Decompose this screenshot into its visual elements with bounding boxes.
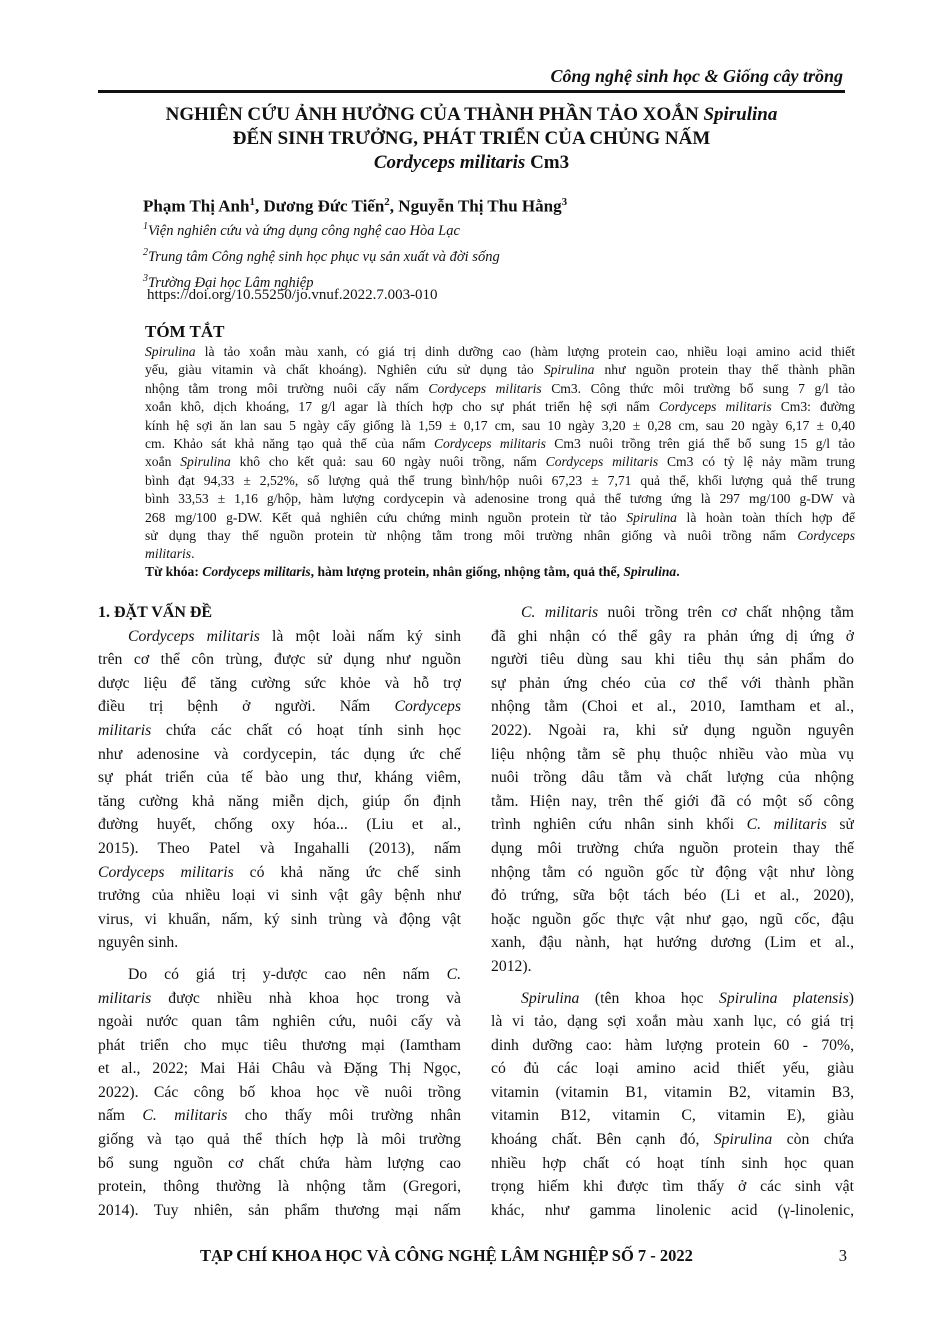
abstract-line xyxy=(145,527,855,545)
author-affiliation-mark: 1 xyxy=(249,196,255,208)
abstract-body xyxy=(145,343,855,564)
abstract-line xyxy=(145,361,855,379)
body-text: virus, vi khuẩn, nấm, ký sinh trùng và động vật xyxy=(98,910,461,928)
article-title xyxy=(98,103,845,175)
affiliation-mark: 1 xyxy=(143,221,148,232)
title-line-1: NGHIÊN CỨU ẢNH HƯỞNG CỦA THÀNH PHẦN TẢO XOẮN xyxy=(165,104,704,125)
title-strain: Cm3 xyxy=(525,152,570,173)
author-separator: , xyxy=(389,196,399,216)
affiliation-text: Trung tâm Công nghệ sinh học phục vụ sản xuất và đời sống xyxy=(148,248,500,265)
body-line xyxy=(98,1104,461,1128)
abstract-line xyxy=(145,545,855,563)
body-line xyxy=(491,1175,854,1199)
body-line xyxy=(491,1128,854,1152)
body-italic: C. militaris xyxy=(142,1107,228,1125)
abstract-text: nhộng tằm trong môi trường nuôi cấy nấm xyxy=(145,380,429,396)
body-text: được nhiều nhà khoa học trong và xyxy=(151,989,461,1007)
body-line xyxy=(491,987,854,1011)
body-line xyxy=(491,813,854,837)
body-text: nấm xyxy=(98,1107,143,1125)
body-line xyxy=(98,625,461,649)
body-text: chứa các chất có hoạt tính sinh học xyxy=(151,721,461,739)
body-text: trọng hiếm khi được tìm thấy ở các sinh vật xyxy=(491,1178,854,1196)
abstract-line xyxy=(145,417,855,435)
body-line xyxy=(491,1057,854,1081)
body-italic: Cordyceps xyxy=(394,698,461,716)
body-line xyxy=(98,1199,461,1223)
body-text: nuôi trồng trên cơ chất nhộng tằm xyxy=(598,604,854,621)
body-line xyxy=(98,695,461,719)
body-text: điều trị bệnh ở người. Nấm xyxy=(98,698,395,716)
abstract-text: xoắn khô, dịch khoáng, 17 g/l agar là thích hợp cho sự phát triển hệ sợi nấm xyxy=(145,399,659,415)
body-italic: militaris xyxy=(98,721,152,739)
body-line xyxy=(491,955,854,979)
abstract-italic: Cordyceps militaris xyxy=(433,436,546,452)
body-text: dinh dưỡng cao: hàm lượng protein 60 - 70%, xyxy=(491,1036,854,1054)
body-text: vitamin (vitamin B1, vitamin B2, vitamin B3, xyxy=(491,1083,854,1101)
abstract-text: bình đạt 94,33 ± 2,52%, số lượng quả thể trung bình/hộp nuôi 67,23 ± 7,71 quả thể, khối lượng quả thể trung xyxy=(145,472,855,488)
title-species: Cordyceps militaris xyxy=(373,152,526,173)
abstract-text: Cm3 nuôi trồng trên giá thể bổ sung 15 g/l tảo xyxy=(545,436,855,452)
abstract-line xyxy=(145,380,855,398)
body-text: 2015). Theo Patel và Ingahalli (2013), nấm xyxy=(98,839,461,857)
affiliation xyxy=(143,216,500,242)
body-line xyxy=(491,601,854,625)
body-text: đã ghi nhận có thể gây ra phản ứng dị ứng ở xyxy=(491,627,854,645)
abstract-text: . xyxy=(191,546,195,562)
body-text: có khả năng ức chế sinh xyxy=(233,863,461,881)
header-rule xyxy=(98,90,845,93)
abstract-text: Cm3: đường xyxy=(771,399,855,415)
body-line xyxy=(98,1034,461,1058)
body-text: nguyên sinh. xyxy=(98,934,179,952)
body-text: phát triển cho mục tiêu thương mại (Iamtham xyxy=(98,1036,461,1054)
abstract-italic: Spirulina xyxy=(543,362,595,378)
body-line xyxy=(98,908,461,932)
body-text: trưởng của nhiều loại vi sinh vật gây bệnh như xyxy=(98,887,461,905)
body-text: đỏ trứng, sữa bột tách béo (Li et al., 2020), xyxy=(491,887,854,905)
doi-link[interactable]: https://doi.org/10.55250/jo.vnuf.2022.7.003-010 xyxy=(147,287,438,303)
body-text: ) xyxy=(848,989,854,1007)
body-italic: Spirulina xyxy=(713,1131,773,1149)
body-text: nhộng tằm (Choi et al., 2010, Iamtham et al., xyxy=(491,698,854,716)
affiliation-text: Trường Đại học Lâm nghiệp xyxy=(148,274,314,291)
body-italic: C. xyxy=(446,965,461,983)
author-affiliation-mark: 2 xyxy=(384,196,390,208)
body-italic: Spirulina platensis xyxy=(719,989,849,1007)
body-line xyxy=(491,861,854,885)
body-line xyxy=(98,1175,461,1199)
body-italic: C. militaris xyxy=(746,816,827,834)
body-line xyxy=(491,743,854,767)
journal-footer: TẠP CHÍ KHOA HỌC VÀ CÔNG NGHỆ LÂM NGHIỆP SỐ 7 - 2022 xyxy=(200,1246,693,1265)
abstract-heading: TÓM TẮT xyxy=(145,322,225,341)
author-name: Phạm Thị Anh xyxy=(143,196,250,216)
affiliation-mark: 2 xyxy=(143,246,148,258)
author-affiliation-mark: 3 xyxy=(561,196,568,208)
body-line xyxy=(98,963,461,987)
paragraph-gap xyxy=(491,979,854,987)
body-text: bổ sung nguồn cơ chất chứa hàm lượng cao xyxy=(98,1154,461,1172)
keyword-text: . xyxy=(676,564,680,579)
body-text: 2012). xyxy=(491,957,532,975)
body-italic: Cordyceps militaris xyxy=(128,627,260,645)
title-line-2: ĐẾN SINH TRƯỞNG, PHÁT TRIỂN CỦA CHỦNG NẤM xyxy=(232,128,711,149)
abstract-text: khô cho kết quả: sau 60 ngày nuôi trồng, nấm xyxy=(230,454,546,470)
body-line xyxy=(491,1199,854,1223)
body-line xyxy=(491,1152,854,1176)
body-text: nhiều hợp chất có hoạt tính sinh học quan xyxy=(491,1154,854,1172)
body-line xyxy=(491,1010,854,1034)
body-text: đường huyết, chống oxy hóa... (Liu et al., xyxy=(98,816,461,834)
abstract-text: như nguồn protein thay thế thành phần xyxy=(594,362,855,378)
abstract-line xyxy=(145,453,855,471)
body-line xyxy=(98,1081,461,1105)
abstract-line xyxy=(145,509,855,527)
body-text: còn chứa xyxy=(772,1131,854,1149)
body-line xyxy=(98,1152,461,1176)
body-line xyxy=(98,790,461,814)
abstract-line xyxy=(145,435,855,453)
keywords-list xyxy=(202,564,679,579)
body-text: vitamin B12, vitamin C, vitamin E), giàu xyxy=(491,1107,854,1125)
body-text: trình nghiên cứu nhân sinh khối xyxy=(491,816,747,834)
author-list xyxy=(143,196,567,217)
body-line xyxy=(98,813,461,837)
abstract-line xyxy=(145,490,855,508)
abstract-italic: Cordyceps xyxy=(797,528,855,544)
body-line xyxy=(98,837,461,861)
author-separator: , xyxy=(254,196,264,216)
body-line xyxy=(98,672,461,696)
body-line xyxy=(491,766,854,790)
abstract-italic: militaris xyxy=(145,546,192,562)
body-text: tằm. Hiện nay, trên thế giới đã có một số công xyxy=(491,792,854,810)
affiliation-text: Viện nghiên cứu và ứng dụng công nghệ cao Hòa Lạc xyxy=(148,222,460,239)
abstract-text: là tảo xoắn màu xanh, có giá trị dinh dưỡng cao (hàm lượng protein cao, nhiều loại amino acid thiết xyxy=(195,344,855,359)
body-text: có đủ các loại amino acid thiết yếu, giàu xyxy=(491,1060,854,1078)
body-text: như adenosine và cordycepin, tác dụng ức chế xyxy=(98,745,461,763)
body-line xyxy=(491,1034,854,1058)
body-line xyxy=(491,625,854,649)
body-line xyxy=(491,908,854,932)
body-text: sử xyxy=(826,816,854,834)
body-text: (tên khoa học xyxy=(579,989,720,1007)
abstract-text: cm. Khảo sát khả năng tạo quả thể của nấm xyxy=(145,436,434,452)
body-text: là một loài nấm ký sinh xyxy=(259,627,461,645)
body-line xyxy=(98,861,461,885)
body-italic: C. militaris xyxy=(521,604,599,621)
body-text: Do có giá trị y-dược cao nên nấm xyxy=(128,965,447,983)
body-line xyxy=(98,987,461,1011)
keyword-italic: Cordyceps militaris xyxy=(202,564,311,579)
body-text: dược liệu để tăng cường sức khỏe và hỗ trợ xyxy=(98,674,461,692)
body-line xyxy=(98,931,461,955)
body-line xyxy=(98,766,461,790)
body-text: nuôi trồng dâu tằm và chất lượng của nhộng xyxy=(491,769,854,787)
affiliation xyxy=(143,242,500,268)
body-text: dụng môi trường chứa nguồn protein thay thế xyxy=(491,839,854,857)
body-text: et al., 2022; Mai Hải Châu và Đặng Thị Ngọc, xyxy=(98,1060,461,1078)
title-genus: Spirulina xyxy=(703,104,778,125)
author-name: Nguyễn Thị Thu Hằng xyxy=(398,196,562,216)
body-line xyxy=(98,1128,461,1152)
body-line xyxy=(98,884,461,908)
page-number: 3 xyxy=(838,1246,847,1265)
body-text: protein, thông thường là nhộng tằm (Gregori, xyxy=(98,1178,461,1196)
abstract-text: xoắn xyxy=(145,454,181,470)
body-line xyxy=(491,672,854,696)
body-line xyxy=(98,1057,461,1081)
abstract-line xyxy=(145,398,855,416)
body-line xyxy=(491,648,854,672)
body-text: khác, như gamma linolenic acid (γ-linolenic, xyxy=(491,1201,854,1219)
right-column xyxy=(491,601,854,1222)
abstract-line xyxy=(145,472,855,490)
abstract-italic: Spirulina xyxy=(145,344,196,359)
body-line xyxy=(491,1081,854,1105)
running-head: Công nghệ sinh học & Giống cây trồng xyxy=(550,66,843,86)
abstract-text: 268 mg/100 g-DW. Kết quả nghiên cứu chứng minh nguồn protein từ tảo xyxy=(145,509,627,525)
body-line xyxy=(491,884,854,908)
affiliation-list xyxy=(143,216,500,293)
abstract-text: là hoàn toàn thích hợp để xyxy=(676,509,855,525)
section-heading: 1. ĐẶT VẤN ĐỀ xyxy=(98,604,213,621)
body-line xyxy=(98,1010,461,1034)
keyword-italic: Spirulina xyxy=(623,564,677,579)
body-text: liệu nhộng tằm sẽ phụ thuộc nhiều vào mùa vụ xyxy=(491,745,854,763)
abstract-italic: Cordyceps militaris xyxy=(428,380,542,396)
abstract-text: Cm3 có tỷ lệ nảy mầm trung xyxy=(658,454,855,470)
body-italic: militaris xyxy=(98,989,152,1007)
abstract-italic: Cordyceps militaris xyxy=(545,454,659,470)
abstract-text: sử dụng thay thế nguồn protein từ nhộng tằm trong môi trường nhân giống và nuôi trồng nấm xyxy=(145,528,798,544)
body-italic: Spirulina xyxy=(521,989,580,1007)
body-text: người tiêu dùng sau khi tiêu thụ sản phẩm do xyxy=(491,651,854,669)
body-line xyxy=(491,1104,854,1128)
body-text: xanh, đậu nành, hạt hướng dương (Lim et al., xyxy=(491,934,854,952)
body-text: 2014). Tuy nhiên, sản phẩm thương mại nấm xyxy=(98,1201,461,1219)
abstract-text: yếu, giàu vitamin và chất khoáng). Nghiên cứu sử dụng tảo xyxy=(145,362,544,378)
body-line xyxy=(491,790,854,814)
paragraph-gap xyxy=(98,955,461,963)
abstract-line xyxy=(145,343,855,361)
body-line xyxy=(491,931,854,955)
body-text: nhộng tằm có nguồn gốc từ động vật như lòng xyxy=(491,863,854,881)
abstract-text: Cm3. Công thức môi trường bổ sung 7 g/l tảo xyxy=(541,380,855,396)
body-line xyxy=(491,719,854,743)
keywords xyxy=(145,564,680,580)
body-text: trên cơ thể côn trùng, được sử dụng như nguồn xyxy=(98,651,461,669)
abstract-text: kính hệ sợi ăn lan sau 5 ngày cấy giống là 1,59 ± 0,17 cm, sau 10 ngày 3,20 ± 0,28 cm, sau 20 ngày 6,17 ± 0,40 xyxy=(145,417,855,433)
abstract-italic: Spirulina xyxy=(180,454,231,470)
body-line xyxy=(491,837,854,861)
author-name: Dương Đức Tiến xyxy=(263,196,385,216)
body-italic: Cordyceps militaris xyxy=(98,863,234,881)
body-text: ngoài nước quan tâm nghiên cứu, nuôi cấy và xyxy=(98,1013,461,1031)
body-text: tăng cường khả năng miễn dịch, giúp ổn định xyxy=(98,792,461,810)
left-column xyxy=(98,601,461,1222)
body-text: 2022). Ngoài ra, khi sử dụng nguồn nguyên xyxy=(491,721,854,739)
body-line xyxy=(98,743,461,767)
body-text: hoặc nguồn gốc thực vật như gạo, ngũ cốc, đậu xyxy=(491,910,854,928)
body-line xyxy=(491,695,854,719)
body-text: sự phát triển của tế bào ung thư, kháng viêm, xyxy=(98,769,461,787)
body-line xyxy=(98,648,461,672)
body-text: 2022). Các công bố khoa học về nuôi trồng xyxy=(98,1083,461,1101)
abstract-italic: Spirulina xyxy=(626,509,677,525)
keywords-label: Từ khóa: xyxy=(145,564,203,579)
body-text: cho thấy môi trường nhân xyxy=(227,1107,461,1125)
keyword-text: , hàm lượng protein, nhân giống, nhộng tằm, quả thể, xyxy=(310,564,624,579)
abstract-text: bình 33,53 ± 1,16 g/hộp, hàm lượng cordycepin và adenosine trong quả thể tương ứng là 297 mg/100 g-DW và xyxy=(145,491,855,507)
body-text: khoáng chất. Bên cạnh đó, xyxy=(491,1131,714,1149)
body-text: sự phản ứng chéo của cơ thể với thành phần xyxy=(491,674,854,692)
abstract-italic: Cordyceps militaris xyxy=(658,399,772,415)
body-text: là vi tảo, dạng sợi xoắn màu xanh lục, có giá trị xyxy=(491,1013,854,1031)
body-line xyxy=(98,719,461,743)
affiliation-mark: 3 xyxy=(143,272,148,284)
body-text: giống và tạo quả thể thích hợp là môi trường xyxy=(98,1131,461,1149)
